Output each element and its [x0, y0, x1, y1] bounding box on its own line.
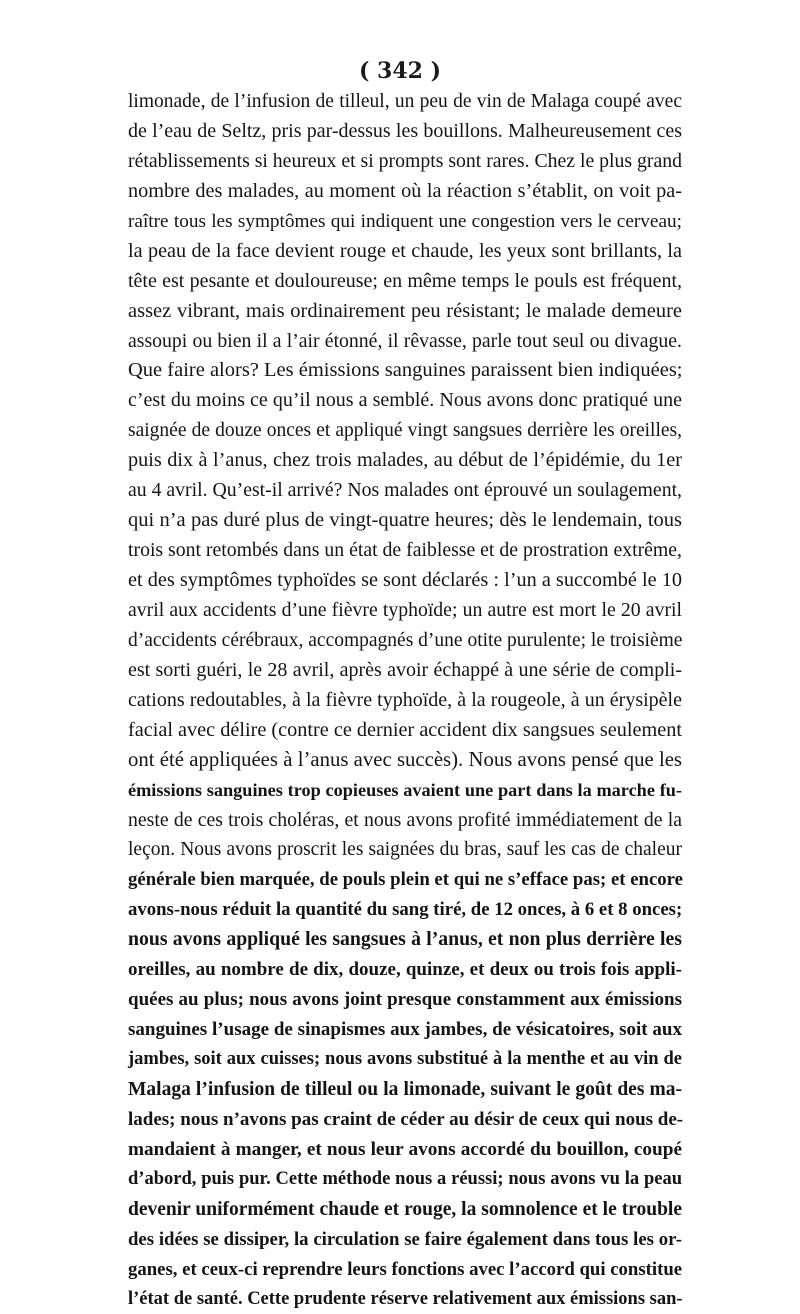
text-line: limonade, de l’infusion de tilleul, un peu de vin de Malaga coupé avec [128, 87, 682, 117]
text-line: leçon. Nous avons proscrit les saignées du bras, sauf les cas de chaleur [128, 835, 682, 865]
text-line: lades; nous n’avons pas craint de céder au désir de ceux qui nous de- [128, 1105, 682, 1135]
text-line: neste de ces trois choléras, et nous avons profité immédiatement de la [128, 806, 682, 836]
text-line: raître tous les symptômes qui indiquent une congestion vers le cerveau; [128, 207, 682, 237]
text-line: d’accidents cérébraux, accompagnés d’une otite purulente; le troisième [128, 626, 682, 656]
text-line: saignée de douze onces et appliqué vingt sangsues derrière les oreilles, [128, 416, 682, 446]
text-line: c’est du moins ce qu’il nous a semblé. Nous avons donc pratiqué une [128, 386, 682, 416]
text-line: jambes, soit aux cuisses; nous avons substitué à la menthe et au vin de [128, 1045, 682, 1075]
text-line: Malaga l’infusion de tilleul ou la limonade, suivant le goût des ma- [128, 1075, 682, 1105]
text-line: quées au plus; nous avons joint presque constamment aux émissions [128, 985, 682, 1015]
text-line: nous avons appliqué les sangsues à l’anus, et non plus derrière les [128, 925, 682, 955]
text-line: avril aux accidents d’une fièvre typhoïde; un autre est mort le 20 avril [128, 596, 682, 626]
page-number: ( 342 ) [0, 58, 800, 84]
text-line: facial avec délire (contre ce dernier accident dix sangsues seulement [128, 716, 682, 746]
text-line: assez vibrant, mais ordinairement peu résistant; le malade demeure [128, 297, 682, 327]
text-line: qui n’a pas duré plus de vingt-quatre heures; dès le lendemain, tous [128, 506, 682, 536]
text-line: de l’eau de Seltz, pris par-dessus les bouillons. Malheureusement ces [128, 117, 682, 147]
text-line: devenir uniformément chaude et rouge, la somnolence et le trouble [128, 1195, 682, 1225]
body-text [128, 87, 682, 1314]
text-line: trois sont retombés dans un état de faiblesse et de prostration extrême, [128, 536, 682, 566]
text-line: au 4 avril. Qu’est-il arrivé? Nos malades ont éprouvé un soulagement, [128, 476, 682, 506]
text-line: des idées se dissiper, la circulation se faire également dans tous les or- [128, 1225, 682, 1255]
text-line: sanguines l’usage de sinapismes aux jambes, de vésicatoires, soit aux [128, 1015, 682, 1045]
text-line: la peau de la face devient rouge et chaude, les yeux sont brillants, la [128, 237, 682, 267]
text-line: nombre des malades, au moment où la réaction s’établit, on voit pa- [128, 177, 682, 207]
text-line: d’abord, puis pur. Cette méthode nous a réussi; nous avons vu la peau [128, 1165, 682, 1195]
text-line: mandaient à manger, et nous leur avons accordé du bouillon, coupé [128, 1135, 682, 1165]
text-line: est sorti guéri, le 28 avril, après avoir échappé à une série de compli- [128, 656, 682, 686]
text-line: générale bien marquée, de pouls plein et qui ne s’efface pas; et encore [128, 865, 682, 895]
text-line: avons-nous réduit la quantité du sang tiré, de 12 onces, à 6 et 8 onces; [128, 895, 682, 925]
text-line: l’état de santé. Cette prudente réserve relativement aux émissions san- [128, 1285, 682, 1314]
text-line: oreilles, au nombre de dix, douze, quinze, et deux ou trois fois appli- [128, 955, 682, 985]
text-line: assoupi ou bien il a l’air étonné, il rêvasse, parle tout seul ou divague. [128, 327, 682, 357]
text-line: Que faire alors? Les émissions sanguines paraissent bien indiquées; [128, 356, 682, 386]
text-line: tête est pesante et douloureuse; en même temps le pouls est fréquent, [128, 267, 682, 297]
text-line: rétablissements si heureux et si prompts sont rares. Chez le plus grand [128, 147, 682, 177]
text-line: cations redoutables, à la fièvre typhoïde, à la rougeole, à un érysipèle [128, 686, 682, 716]
text-line: puis dix à l’anus, chez trois malades, au début de l’épidémie, du 1er [128, 446, 682, 476]
text-line: émissions sanguines trop copieuses avaient une part dans la marche fu- [128, 776, 682, 806]
text-line: ont été appliquées à l’anus avec succès). Nous avons pensé que les [128, 746, 682, 776]
text-line: ganes, et ceux-ci reprendre leurs fonctions avec l’accord qui constitue [128, 1255, 682, 1285]
text-line: et des symptômes typhoïdes se sont déclarés : l’un a succombé le 10 [128, 566, 682, 596]
